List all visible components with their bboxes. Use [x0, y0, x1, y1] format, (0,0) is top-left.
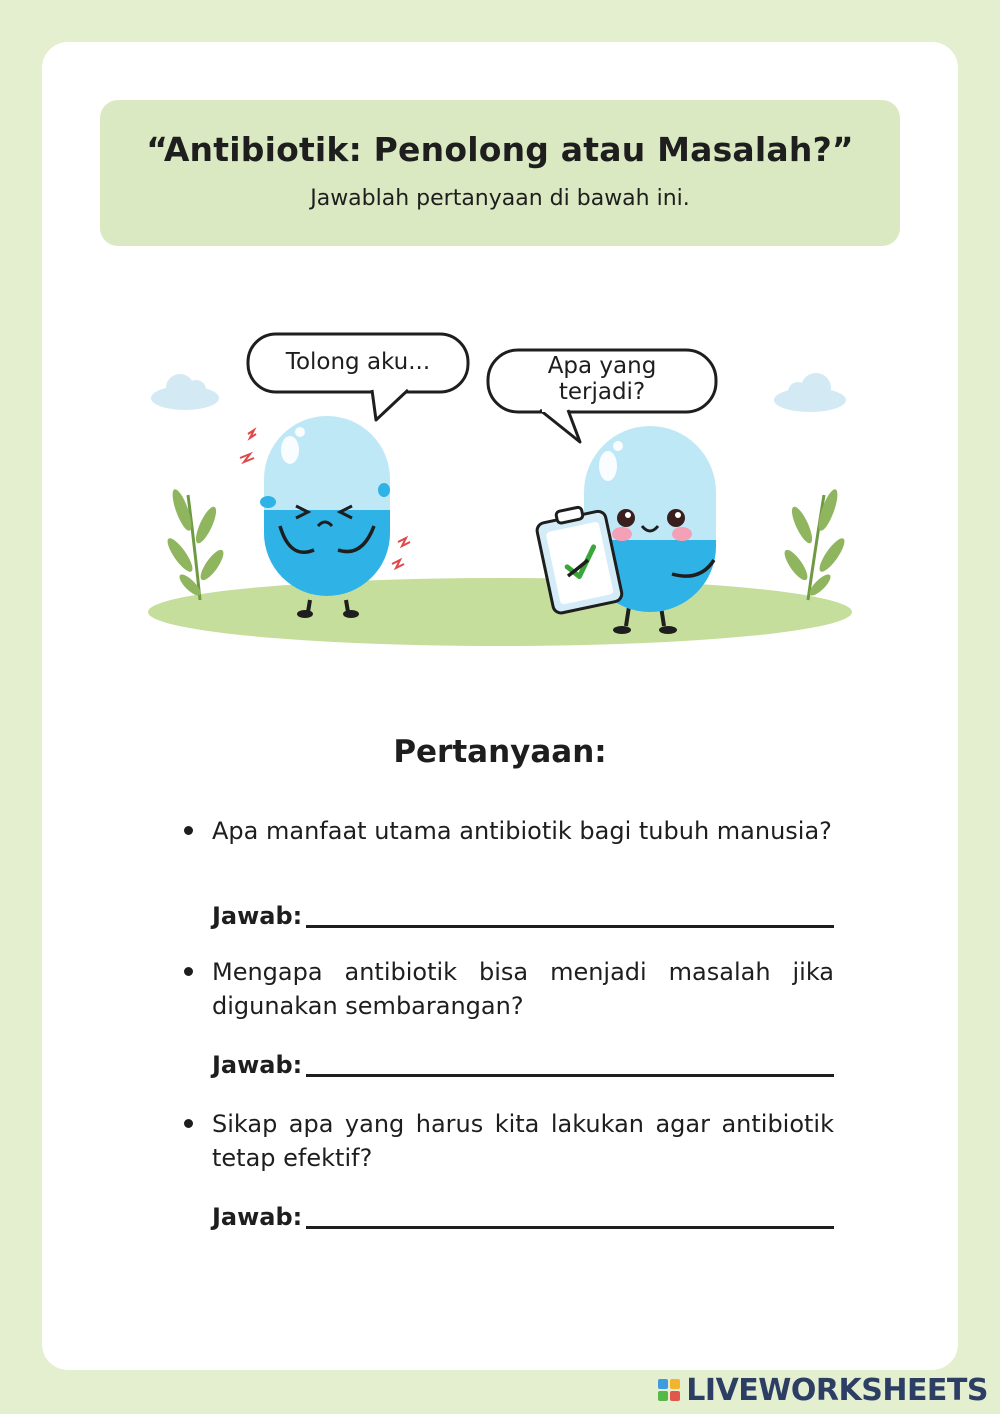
worksheet-title: “Antibiotik: Penolong atau Masalah?” — [146, 130, 854, 169]
grass-ground — [148, 578, 852, 646]
answer-row-1[interactable] — [212, 896, 834, 930]
cloud-left-icon — [151, 374, 219, 410]
plant-right-icon — [781, 487, 849, 600]
brand-name: LIVEWORKSHEETS — [686, 1372, 988, 1408]
cloud-right-icon — [774, 373, 846, 412]
answer-row-3[interactable] — [212, 1197, 834, 1231]
answer-label: Jawab: — [212, 1051, 303, 1079]
bullet-icon — [184, 826, 193, 835]
answer-label: Jawab: — [212, 902, 303, 930]
liveworksheets-mark-icon — [658, 1379, 680, 1401]
liveworksheets-logo — [658, 1372, 988, 1408]
speech-text-right-line2: terjadi? — [558, 379, 646, 405]
answer-label: Jawab: — [212, 1203, 303, 1231]
answer-row-2[interactable] — [212, 1045, 834, 1079]
answer-line-2[interactable] — [306, 1074, 834, 1077]
bullet-icon — [184, 967, 193, 976]
question-1: Apa manfaat utama antibiotik bagi tubuh manusia? — [212, 817, 832, 845]
worksheet-instruction: Jawablah pertanyaan di bawah ini. — [310, 186, 690, 211]
questions-heading: Pertanyaan: — [393, 734, 607, 770]
plant-left-icon — [164, 487, 228, 600]
question-3: Sikap apa yang harus kita lakukan agar antibiotik tetap efektif? — [212, 1110, 834, 1172]
question-2: Mengapa antibiotik bisa menjadi masalah jika digunakan sembarangan? — [212, 958, 834, 1020]
speech-bubble-left — [248, 334, 468, 420]
speech-text-left: Tolong aku... — [285, 349, 431, 375]
answer-line-3[interactable] — [306, 1226, 834, 1229]
pill-characters-illustration — [140, 320, 860, 660]
bullet-icon — [184, 1119, 193, 1128]
speech-text-right-line1: Apa yang — [547, 353, 657, 379]
answer-line-1[interactable] — [306, 925, 834, 928]
title-banner — [100, 100, 900, 246]
